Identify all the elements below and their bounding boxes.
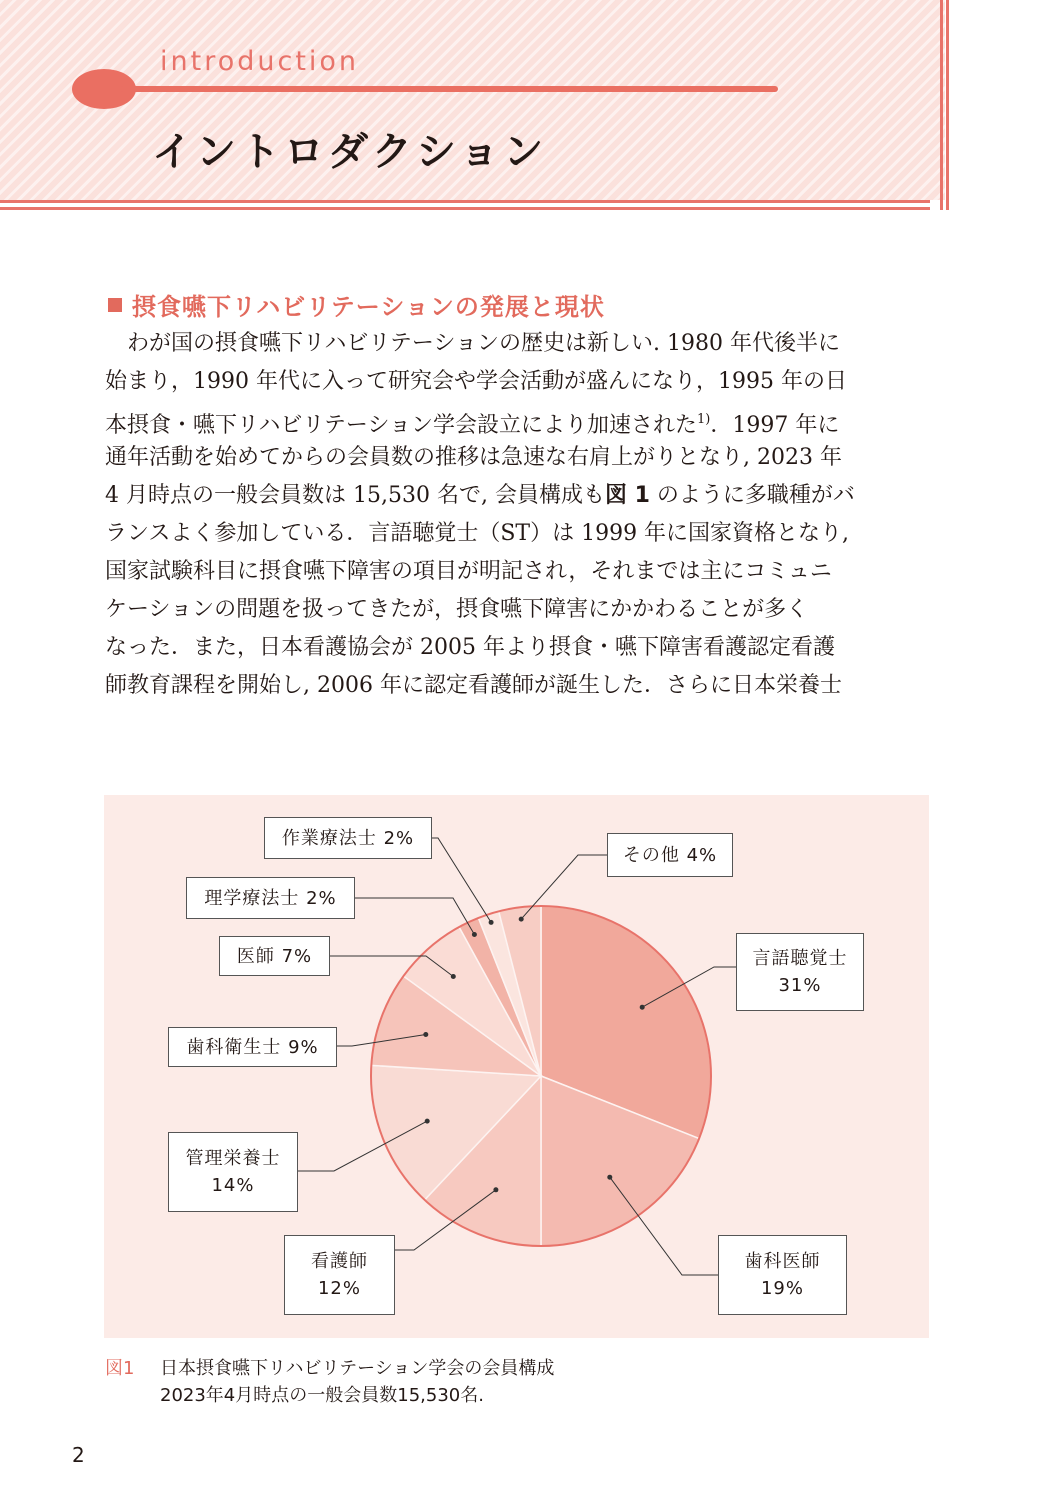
label-dietitian <box>168 1132 298 1212</box>
figure-note: 2023年4月時点の一般会員数15,530名. <box>160 1385 484 1406</box>
page-title: イントロダクション <box>152 129 548 175</box>
label-st <box>736 933 864 1011</box>
label-dietitian-pct: 14% <box>211 1175 255 1196</box>
label-dietitian-name: 管理栄養士 <box>185 1148 281 1169</box>
body-line <box>105 401 933 439</box>
body-paragraph <box>105 325 933 705</box>
body-line: 国家試験科目に摂食嚥下障害の項目が明記され，それまでは主にコミュニ <box>105 559 832 584</box>
leader-line-7 <box>432 838 491 922</box>
leader-dot-2 <box>493 1187 498 1192</box>
label-nurse-pct: 12% <box>317 1278 361 1299</box>
label-st-pct: 31% <box>778 975 822 996</box>
leader-dot-0 <box>640 1005 645 1010</box>
figure-number: 図1 <box>105 1358 135 1379</box>
header-rule <box>0 207 930 210</box>
label-ot <box>264 817 432 859</box>
label-st-name: 言語聴覚士 <box>752 948 848 969</box>
label-hygienist-text: 歯科衛生士 9% <box>186 1036 319 1058</box>
section-heading <box>108 287 605 322</box>
header-rule <box>0 200 930 203</box>
body-line-text: 4 月時点の一般会員数は 15,530 名で, 会員構成も <box>105 483 605 508</box>
label-pt-text: 理学療法士 2% <box>204 887 337 909</box>
label-pt <box>186 877 355 919</box>
label-nurse <box>284 1235 395 1315</box>
label-other <box>607 833 733 877</box>
leader-dot-6 <box>472 932 477 937</box>
body-line: わが国の摂食嚥下リハビリテーションの歴史は新しい. 1980 年代後半に <box>105 331 840 356</box>
body-line: 通年活動を始めてからの会員数の推移は急速な右肩上がりとなり, 2023 年 <box>105 445 842 470</box>
leader-dot-3 <box>425 1119 430 1124</box>
page-number: 2 <box>72 1443 85 1467</box>
figure-caption: 日本摂食嚥下リハビリテーション学会の会員構成 <box>160 1358 555 1379</box>
body-line-text: 本摂食・嚥下リハビリテーション学会設立により加速された <box>105 413 698 438</box>
header-label-en: introduction <box>160 46 360 77</box>
body-line-text: のように多職種がバ <box>649 483 855 508</box>
body-line: ケーションの問題を扱ってきたが，摂食嚥下障害にかかわることが多く <box>105 597 809 622</box>
leader-dot-7 <box>489 920 494 925</box>
square-bullet-icon <box>108 298 122 312</box>
label-ot-text: 作業療法士 2% <box>281 827 415 849</box>
section-heading-text: 摂食嚥下リハビリテーションの発展と現状 <box>132 293 605 321</box>
leader-dot-5 <box>451 974 456 979</box>
label-doctor <box>219 936 330 976</box>
header-ornament-line <box>120 86 778 92</box>
figure-reference: 図 1 <box>604 483 650 508</box>
pie-chart-figure <box>104 795 929 1338</box>
label-dentist-name: 歯科医師 <box>744 1251 821 1272</box>
header-vertical-rule <box>940 0 943 210</box>
leader-dot-4 <box>423 1032 428 1037</box>
label-dentist <box>718 1235 847 1315</box>
label-nurse-name: 看護師 <box>311 1251 368 1272</box>
label-doctor-text: 医師 7% <box>236 945 313 967</box>
body-line-text: ．1997 年に <box>710 413 840 438</box>
label-dentist-pct: 19% <box>760 1278 804 1299</box>
body-line <box>105 477 933 515</box>
label-other-text: その他 4% <box>622 844 718 866</box>
header-vertical-rule <box>946 0 949 210</box>
reference-marker: 1) <box>697 412 711 427</box>
body-line: 師教育課程を開始し, 2006 年に認定看護師が誕生した．さらに日本栄養士 <box>105 673 842 698</box>
label-hygienist <box>168 1027 337 1067</box>
body-line: 始まり，1990 年代に入って研究会や学会活動が盛んになり，1995 年の日 <box>105 369 847 394</box>
body-line: なった．また，日本看護協会が 2005 年より摂食・嚥下障害看護認定看護 <box>105 635 835 660</box>
body-line: ランスよく参加している．言語聴覚士（ST）は 1999 年に国家資格となり, <box>105 521 850 546</box>
leader-dot-1 <box>607 1175 612 1180</box>
leader-dot-8 <box>519 917 524 922</box>
